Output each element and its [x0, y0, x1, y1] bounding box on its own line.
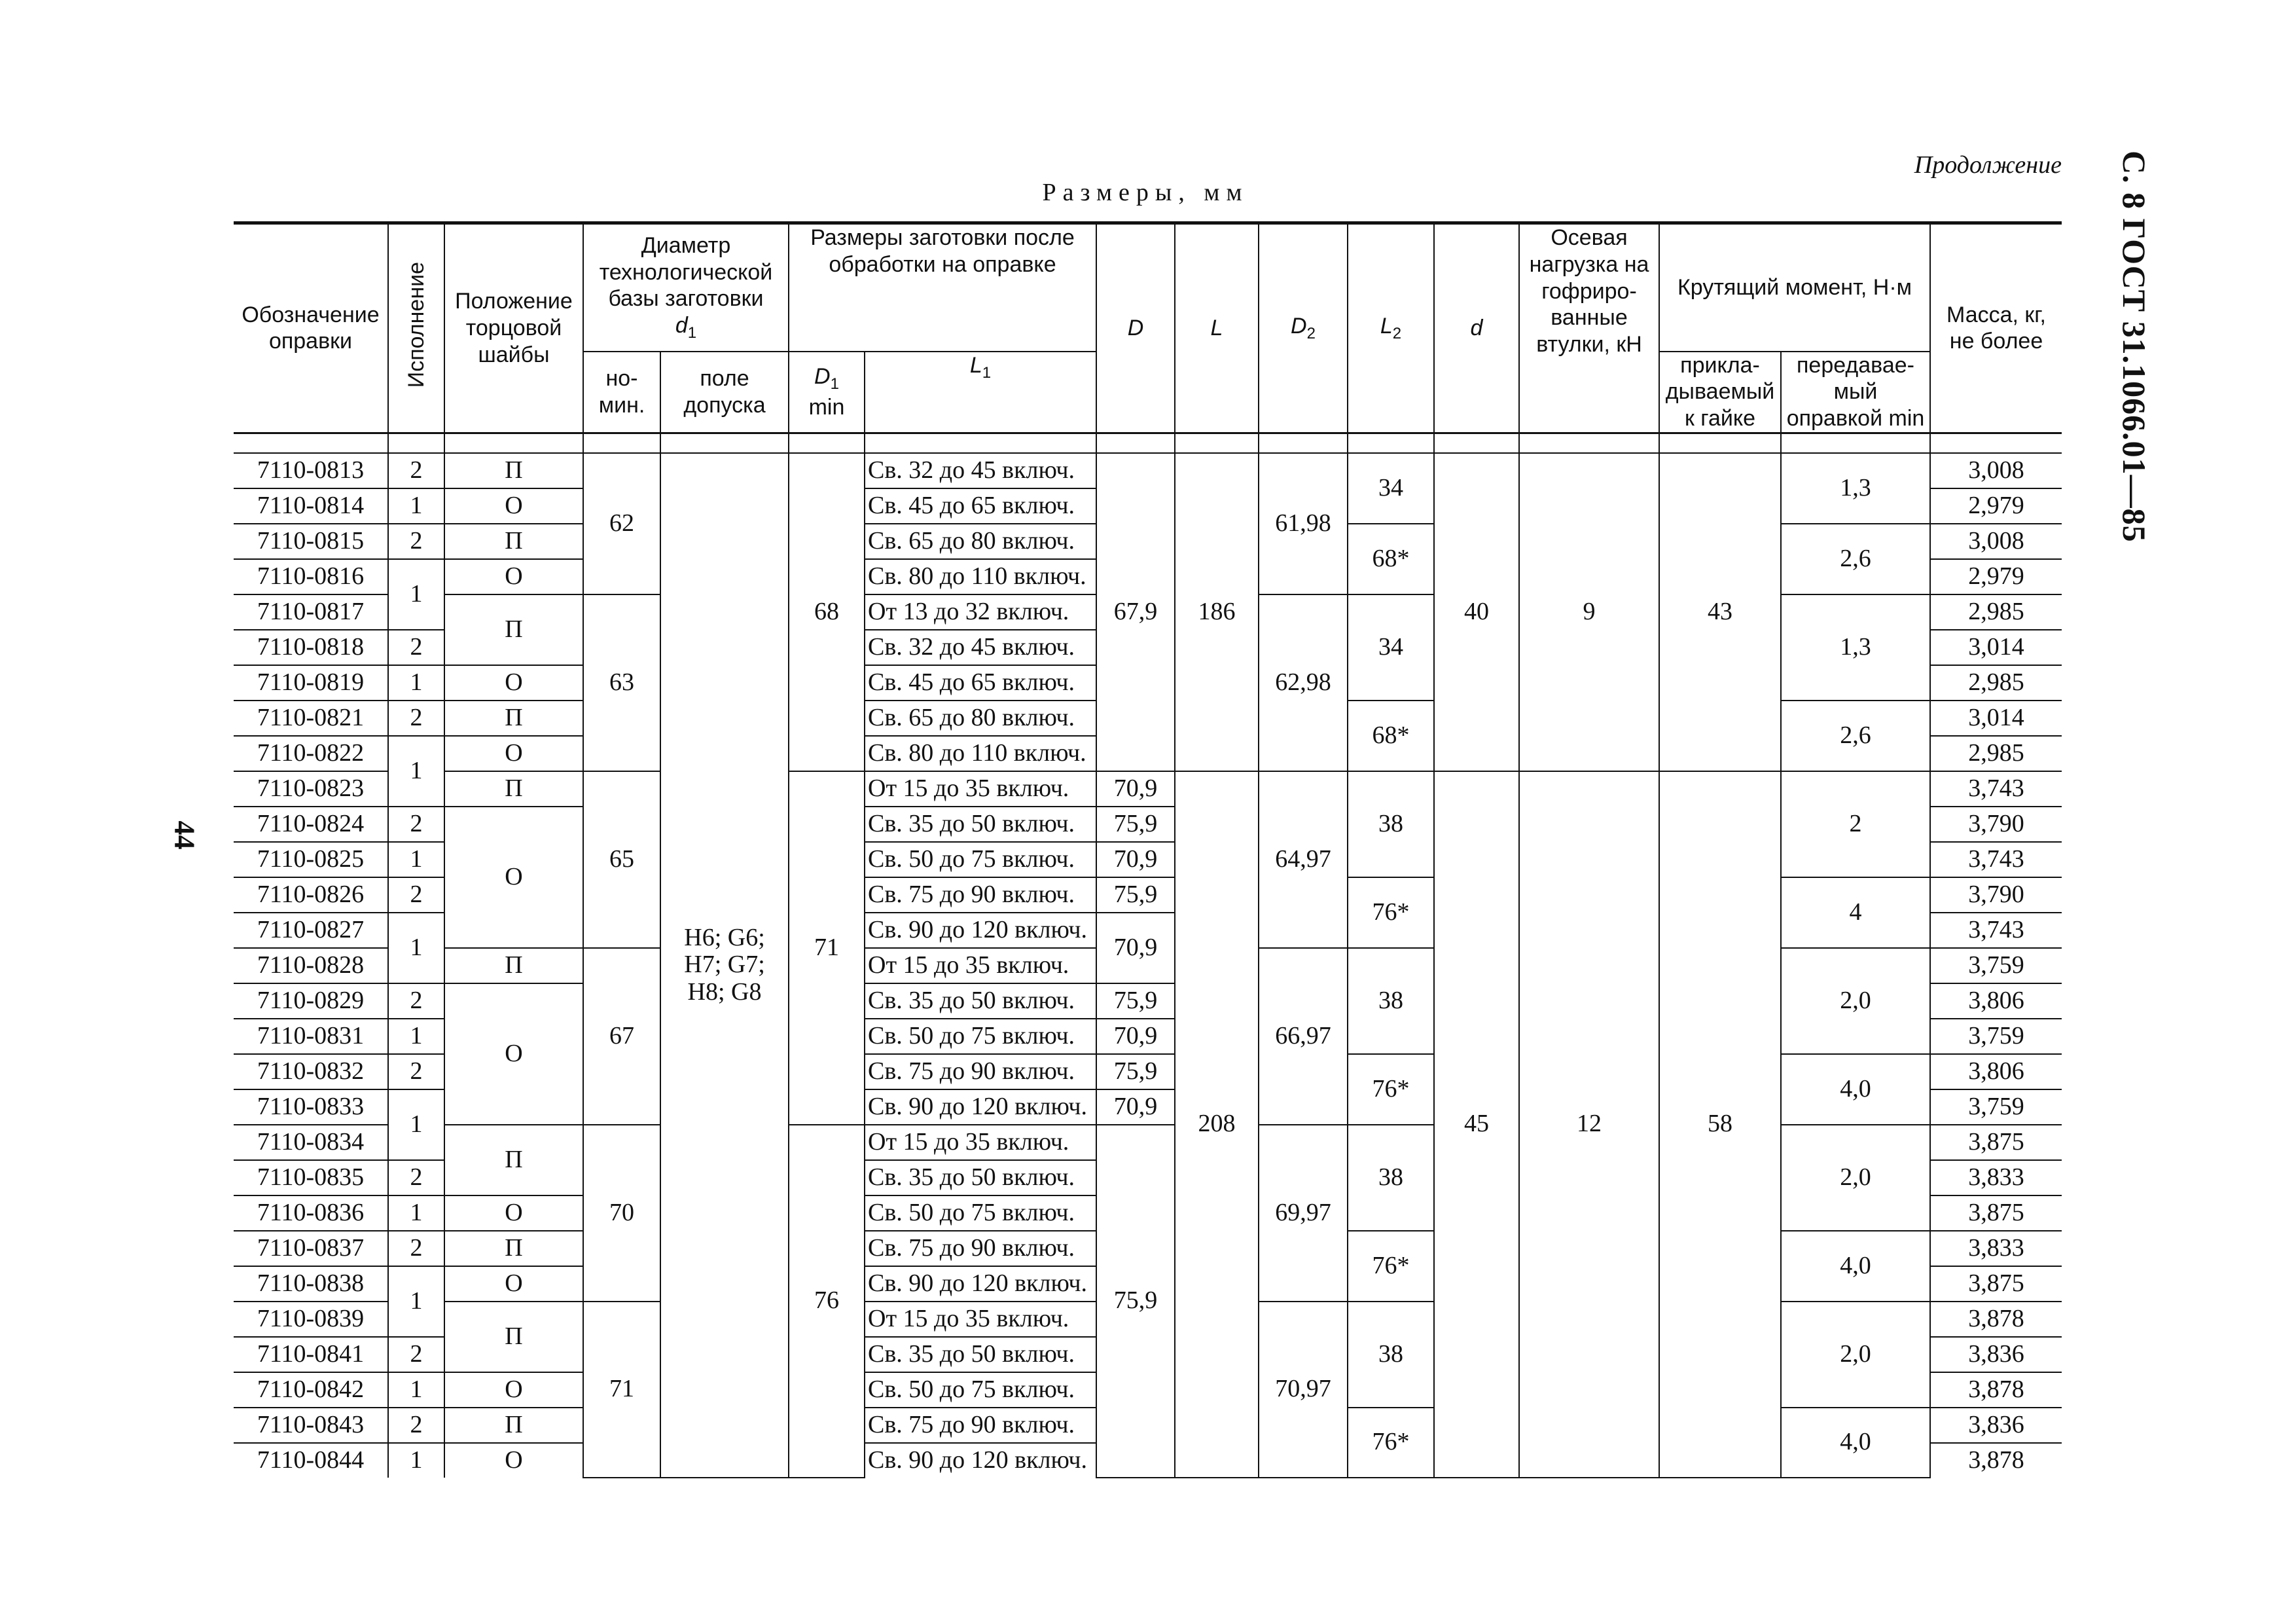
range-cell: Св. 75 до 90 включ. — [865, 1231, 1096, 1266]
continuation-label: Продолжение — [1914, 151, 2062, 179]
col-tolerance: поле допуска — [660, 352, 789, 433]
washer-cell: О — [444, 1266, 583, 1302]
nominal-cell: 71 — [583, 1302, 660, 1478]
range-cell: Св. 45 до 65 включ. — [865, 488, 1096, 524]
d1-cell: 71 — [789, 771, 865, 1125]
mass-cell: 3,875 — [1930, 1125, 2062, 1160]
mass-cell: 2,979 — [1930, 559, 2062, 594]
mass-cell: 3,743 — [1930, 771, 2062, 807]
D-cell: 75,9 — [1096, 983, 1175, 1019]
designation-cell: 7110-0825 — [234, 842, 388, 877]
washer-cell: О — [444, 807, 583, 948]
range-cell: От 15 до 35 включ. — [865, 948, 1096, 983]
designation-cell: 7110-0837 — [234, 1231, 388, 1266]
range-cell: Св. 65 до 80 включ. — [865, 701, 1096, 736]
mass-cell: 3,806 — [1930, 983, 2062, 1019]
D1-subscript: 1 — [830, 374, 839, 393]
range-cell: Св. 35 до 50 включ. — [865, 983, 1096, 1019]
range-cell: Св. 50 до 75 включ. — [865, 842, 1096, 877]
version-cell: 1 — [388, 1443, 444, 1478]
version-cell: 2 — [388, 877, 444, 913]
D2-cell: 61,98 — [1259, 453, 1348, 594]
mass-cell: 3,014 — [1930, 701, 2062, 736]
col-L2 — [1348, 223, 1434, 433]
version-cell: 1 — [388, 1372, 444, 1408]
col-washer: Положение торцовой шайбы — [444, 223, 583, 433]
d-cell: 40 — [1434, 453, 1519, 771]
washer-cell: П — [444, 1125, 583, 1195]
transmitted-torque-cell: 2,6 — [1781, 701, 1930, 771]
designation-cell: 7110-0814 — [234, 488, 388, 524]
washer-cell: П — [444, 524, 583, 559]
range-cell: Св. 90 до 120 включ. — [865, 1443, 1096, 1478]
mass-cell: 3,759 — [1930, 1089, 2062, 1125]
mass-cell: 3,878 — [1930, 1372, 2062, 1408]
washer-cell: П — [444, 594, 583, 665]
transmitted-torque-cell: 2 — [1781, 771, 1930, 877]
D-cell: 70,9 — [1096, 771, 1175, 807]
D2-subscript: 2 — [1306, 324, 1316, 342]
nominal-cell: 65 — [583, 771, 660, 948]
L2-subscript: 2 — [1392, 324, 1402, 342]
version-cell: 1 — [388, 665, 444, 701]
range-cell: Св. 32 до 45 включ. — [865, 630, 1096, 665]
col-D2 — [1259, 223, 1348, 433]
col-version — [388, 223, 444, 433]
L2-cell: 38 — [1348, 771, 1434, 877]
D-cell: 70,9 — [1096, 913, 1175, 983]
range-cell: Св. 50 до 75 включ. — [865, 1372, 1096, 1408]
range-cell: Св. 65 до 80 включ. — [865, 524, 1096, 559]
d1-subscript: 1 — [687, 323, 697, 342]
mandrel-table — [234, 221, 2062, 1478]
col-designation: Обозначение оправки — [234, 223, 388, 433]
mass-cell: 3,008 — [1930, 524, 2062, 559]
L2-cell: 38 — [1348, 948, 1434, 1054]
designation-cell: 7110-0813 — [234, 453, 388, 488]
D2-cell: 70,97 — [1259, 1302, 1348, 1478]
col-d: d — [1434, 223, 1519, 433]
range-cell: От 15 до 35 включ. — [865, 771, 1096, 807]
version-cell: 2 — [388, 983, 444, 1019]
D2-cell: 64,97 — [1259, 771, 1348, 948]
version-cell: 2 — [388, 524, 444, 559]
table-row — [234, 453, 2062, 488]
transmitted-torque-cell: 2,0 — [1781, 1125, 1930, 1231]
designation-cell: 7110-0822 — [234, 736, 388, 771]
designation-cell: 7110-0844 — [234, 1443, 388, 1478]
transmitted-torque-cell: 1,3 — [1781, 594, 1930, 701]
d1-cell: 76 — [789, 1125, 865, 1478]
range-cell: От 15 до 35 включ. — [865, 1302, 1096, 1337]
L2-cell: 76* — [1348, 1054, 1434, 1125]
D-cell: 75,9 — [1096, 1125, 1175, 1478]
washer-cell: О — [444, 983, 583, 1125]
transmitted-torque-cell: 4,0 — [1781, 1231, 1930, 1302]
range-cell: Св. 50 до 75 включ. — [865, 1019, 1096, 1054]
washer-cell: П — [444, 771, 583, 807]
range-cell: Св. 75 до 90 включ. — [865, 1054, 1096, 1089]
mass-cell: 3,008 — [1930, 453, 2062, 488]
range-cell: Св. 80 до 110 включ. — [865, 736, 1096, 771]
standard-code: С. 8 ГОСТ 31.1066.01—85 — [2116, 151, 2153, 543]
version-cell: 2 — [388, 1231, 444, 1266]
D1-min-text: min — [808, 394, 845, 420]
designation-cell: 7110-0841 — [234, 1337, 388, 1372]
version-cell: 1 — [388, 559, 444, 630]
mass-cell: 2,985 — [1930, 665, 2062, 701]
D-cell: 75,9 — [1096, 1054, 1175, 1089]
range-cell: От 15 до 35 включ. — [865, 1125, 1096, 1160]
range-cell: Св. 80 до 110 включ. — [865, 559, 1096, 594]
col-torque: Крутящий момент, Н·м — [1659, 223, 1930, 352]
designation-cell: 7110-0818 — [234, 630, 388, 665]
nominal-cell: 70 — [583, 1125, 660, 1302]
designation-cell: 7110-0827 — [234, 913, 388, 948]
mass-cell: 3,790 — [1930, 877, 2062, 913]
mass-cell: 3,875 — [1930, 1195, 2062, 1231]
designation-cell: 7110-0839 — [234, 1302, 388, 1337]
version-cell: 2 — [388, 630, 444, 665]
col-torque-applied: прикла-дываемый к гайке — [1659, 352, 1781, 433]
L2-cell: 68* — [1348, 701, 1434, 771]
designation-cell: 7110-0834 — [234, 1125, 388, 1160]
units-caption: Размеры, мм — [1042, 179, 1249, 206]
D-cell: 70,9 — [1096, 1019, 1175, 1054]
transmitted-torque-cell: 2,6 — [1781, 524, 1930, 594]
washer-cell: О — [444, 1443, 583, 1478]
washer-cell: О — [444, 1195, 583, 1231]
washer-cell: О — [444, 488, 583, 524]
range-cell: Св. 90 до 120 включ. — [865, 1266, 1096, 1302]
designation-cell: 7110-0829 — [234, 983, 388, 1019]
washer-cell: О — [444, 665, 583, 701]
version-cell: 2 — [388, 1337, 444, 1372]
washer-cell: О — [444, 736, 583, 771]
L2-cell: 38 — [1348, 1125, 1434, 1231]
designation-cell: 7110-0843 — [234, 1408, 388, 1443]
nominal-cell: 63 — [583, 594, 660, 771]
col-base-diameter — [583, 223, 789, 352]
version-cell: 2 — [388, 453, 444, 488]
designation-cell: 7110-0819 — [234, 665, 388, 701]
transmitted-torque-cell: 4,0 — [1781, 1054, 1930, 1125]
version-cell: 1 — [388, 1266, 444, 1337]
col-mass: Масса, кг, не более — [1930, 223, 2062, 433]
mass-cell: 3,759 — [1930, 948, 2062, 983]
L2-cell: 34 — [1348, 453, 1434, 524]
range-cell: Св. 45 до 65 включ. — [865, 665, 1096, 701]
designation-cell: 7110-0816 — [234, 559, 388, 594]
range-cell: Св. 32 до 45 включ. — [865, 453, 1096, 488]
mass-cell: 3,836 — [1930, 1337, 2062, 1372]
table-row — [234, 771, 2062, 807]
col-base-diameter-text: Диаметр технологической базы заготовки — [599, 232, 773, 312]
L-cell: 208 — [1175, 771, 1259, 1478]
L1-subscript: 1 — [982, 363, 992, 382]
page-number: 44 — [168, 820, 201, 850]
designation-cell: 7110-0817 — [234, 594, 388, 630]
range-cell: Св. 90 до 120 включ. — [865, 913, 1096, 948]
transmitted-torque-cell: 1,3 — [1781, 453, 1930, 524]
designation-cell: 7110-0836 — [234, 1195, 388, 1231]
axial-cell: 12 — [1519, 771, 1659, 1478]
version-cell: 1 — [388, 842, 444, 877]
version-cell: 1 — [388, 1089, 444, 1160]
L2-symbol: L — [1380, 314, 1393, 339]
mass-cell: 3,833 — [1930, 1231, 2062, 1266]
designation-cell: 7110-0835 — [234, 1160, 388, 1195]
L2-cell: 76* — [1348, 877, 1434, 948]
D-cell: 75,9 — [1096, 877, 1175, 913]
d1-symbol: d — [675, 313, 688, 338]
version-cell: 2 — [388, 807, 444, 842]
designation-cell: 7110-0838 — [234, 1266, 388, 1302]
L2-cell: 38 — [1348, 1302, 1434, 1408]
L2-cell: 68* — [1348, 524, 1434, 594]
transmitted-torque-cell: 4 — [1781, 877, 1930, 948]
col-axial-load: Осевая нагрузка на гофриро-ванные втулки, кН — [1519, 223, 1659, 433]
col-L: L — [1175, 223, 1259, 433]
D1-symbol: D — [814, 364, 831, 389]
mass-cell: 3,878 — [1930, 1443, 2062, 1478]
col-D: D — [1096, 223, 1175, 433]
col-L1 — [865, 352, 1096, 433]
range-cell: Св. 90 до 120 включ. — [865, 1089, 1096, 1125]
col-version-text: Исполнение — [403, 262, 429, 388]
mass-cell: 3,836 — [1930, 1408, 2062, 1443]
mass-cell: 3,759 — [1930, 1019, 2062, 1054]
designation-cell: 7110-0826 — [234, 877, 388, 913]
L2-cell: 76* — [1348, 1231, 1434, 1302]
d1-cell: 68 — [789, 453, 865, 771]
axial-cell: 9 — [1519, 453, 1659, 771]
range-cell: Св. 75 до 90 включ. — [865, 877, 1096, 913]
designation-cell: 7110-0831 — [234, 1019, 388, 1054]
designation-cell: 7110-0821 — [234, 701, 388, 736]
range-cell: Св. 75 до 90 включ. — [865, 1408, 1096, 1443]
washer-cell: О — [444, 1372, 583, 1408]
washer-cell: П — [444, 1302, 583, 1372]
table-row — [234, 1125, 2062, 1160]
version-cell: 2 — [388, 1408, 444, 1443]
D2-cell: 69,97 — [1259, 1125, 1348, 1302]
designation-cell: 7110-0824 — [234, 807, 388, 842]
mass-cell: 3,806 — [1930, 1054, 2062, 1089]
col-blank-size: Размеры заготовки после обработки на оправке — [789, 223, 1096, 352]
version-cell: 2 — [388, 1160, 444, 1195]
tolerance-cell: H6; G6; H7; G7; H8; G8 — [660, 453, 789, 1478]
range-cell: Св. 35 до 50 включ. — [865, 1160, 1096, 1195]
washer-cell: П — [444, 453, 583, 488]
designation-cell: 7110-0823 — [234, 771, 388, 807]
applied-torque-cell: 43 — [1659, 453, 1781, 771]
L2-cell: 34 — [1348, 594, 1434, 701]
mass-cell: 3,014 — [1930, 630, 2062, 665]
transmitted-torque-cell: 4,0 — [1781, 1408, 1930, 1478]
designation-cell: 7110-0832 — [234, 1054, 388, 1089]
mass-cell: 3,743 — [1930, 913, 2062, 948]
version-cell: 1 — [388, 913, 444, 983]
version-cell: 1 — [388, 1195, 444, 1231]
version-cell: 2 — [388, 1054, 444, 1089]
version-cell: 2 — [388, 701, 444, 736]
mass-cell: 3,875 — [1930, 1266, 2062, 1302]
d-cell: 45 — [1434, 771, 1519, 1478]
version-cell: 1 — [388, 488, 444, 524]
D-cell: 70,9 — [1096, 842, 1175, 877]
designation-cell: 7110-0828 — [234, 948, 388, 983]
nominal-cell: 62 — [583, 453, 660, 594]
nominal-cell: 67 — [583, 948, 660, 1125]
designation-cell: 7110-0842 — [234, 1372, 388, 1408]
D-cell: 67,9 — [1096, 453, 1175, 771]
washer-cell: О — [444, 559, 583, 594]
col-torque-transmitted: передавае-мый оправкой min — [1781, 352, 1930, 433]
mass-cell: 3,878 — [1930, 1302, 2062, 1337]
mass-cell: 2,985 — [1930, 594, 2062, 630]
washer-cell: П — [444, 1231, 583, 1266]
D-cell: 75,9 — [1096, 807, 1175, 842]
col-D1-min — [789, 352, 865, 433]
col-nominal: но-мин. — [583, 352, 660, 433]
L2-cell: 76* — [1348, 1408, 1434, 1478]
version-cell: 1 — [388, 1019, 444, 1054]
mass-cell: 3,790 — [1930, 807, 2062, 842]
L1-symbol: L — [969, 352, 982, 378]
transmitted-torque-cell: 2,0 — [1781, 1302, 1930, 1408]
designation-cell: 7110-0833 — [234, 1089, 388, 1125]
washer-cell: П — [444, 701, 583, 736]
mass-cell: 2,985 — [1930, 736, 2062, 771]
washer-cell: П — [444, 1408, 583, 1443]
D-cell: 70,9 — [1096, 1089, 1175, 1125]
range-cell: Св. 35 до 50 включ. — [865, 807, 1096, 842]
D2-symbol: D — [1291, 314, 1307, 339]
range-cell: Св. 50 до 75 включ. — [865, 1195, 1096, 1231]
version-cell: 1 — [388, 736, 444, 807]
D2-cell: 62,98 — [1259, 594, 1348, 771]
applied-torque-cell: 58 — [1659, 771, 1781, 1478]
range-cell: Св. 35 до 50 включ. — [865, 1337, 1096, 1372]
washer-cell: П — [444, 948, 583, 983]
L-cell: 186 — [1175, 453, 1259, 771]
transmitted-torque-cell: 2,0 — [1781, 948, 1930, 1054]
mass-cell: 3,833 — [1930, 1160, 2062, 1195]
range-cell: От 13 до 32 включ. — [865, 594, 1096, 630]
mass-cell: 3,743 — [1930, 842, 2062, 877]
D2-cell: 66,97 — [1259, 948, 1348, 1125]
designation-cell: 7110-0815 — [234, 524, 388, 559]
mass-cell: 2,979 — [1930, 488, 2062, 524]
